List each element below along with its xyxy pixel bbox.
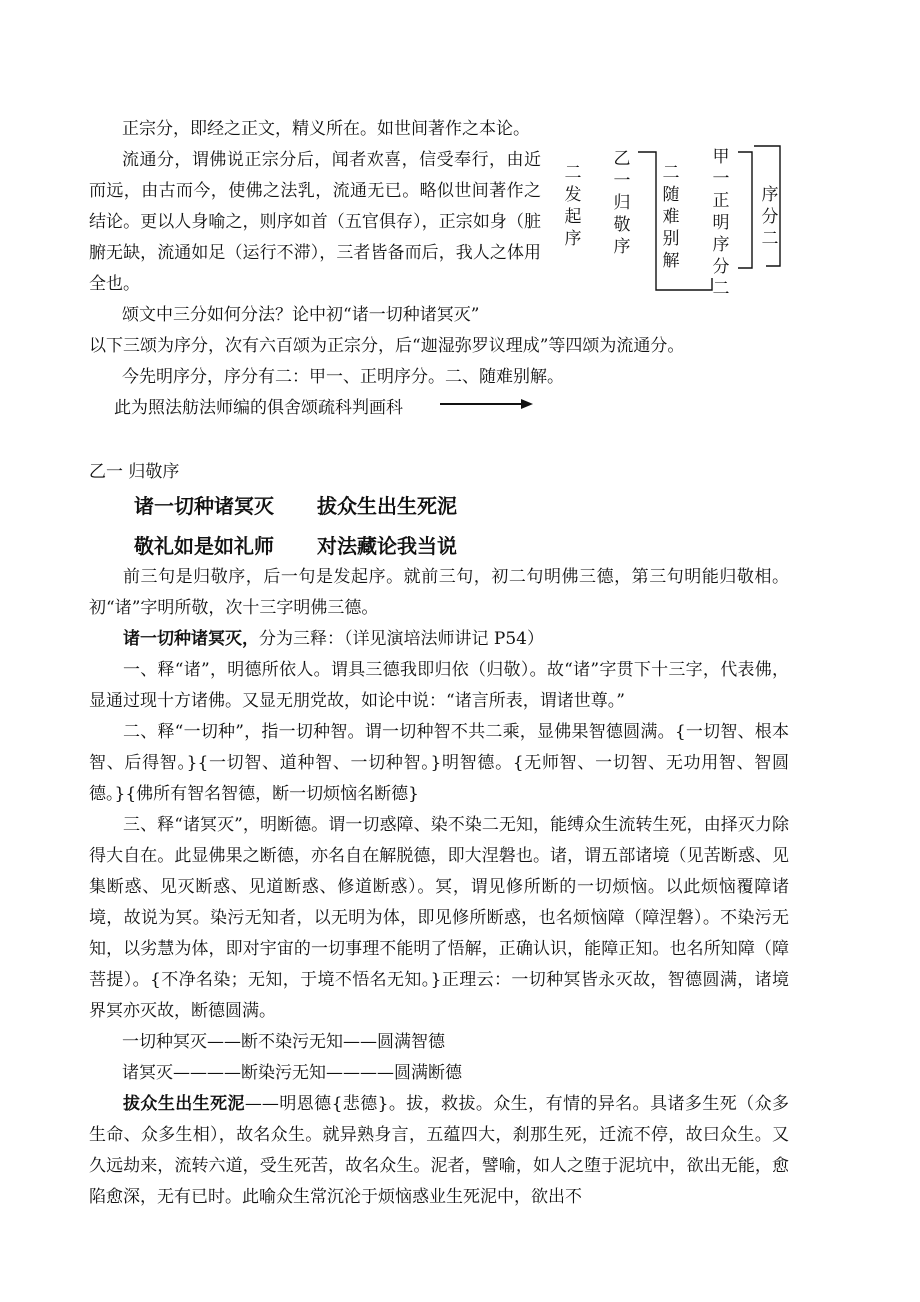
body-p1: 前三句是归敬序，后一句是发起序。就前三句，初二句明佛三德，第三句明能归敬相。初“诸”字明所敬，次十三字明佛三德。 [89,567,789,618]
intro-p3-line1: 颂文中三分如何分法？论中初“诸一切种诸冥灭” [122,305,480,325]
verse-line1-a: 诸一切种诸冥灭 [134,494,274,518]
body-p3: 一、释“诸”，明德所依人。谓具三德我即归依（归敬）。故“诸”字贯下十三字，代表佛，显通过现十方诸佛。又显无朋党故，如论中说：“诸言所表，谓诸世尊。” [89,660,789,711]
body-p4: 二、释“一切种”，指一切种智。谓一切种智不共二乘，显佛果智德圆满。{一切智、根本智、后得智。}{一切智、道种智、一切种智。}明智德。{无师智、一切智、无功用智、智圆德。}{佛所有智名智德，断一切烦恼名断德} [89,722,789,804]
body-p5: 三、释“诸冥灭”，明断德。谓一切惑障、染不染二无知，能缚众生流转生死，由择灭力除得大自在。此显佛果之断德，亦名自在解脱德，即大涅磐也。诸，谓五部诸境（见苦断惑、见集断惑、见灭断惑、见道断惑、修道断惑）。冥，谓见修所断的一切烦恼。以此烦恼覆障诸境，故说为冥。染污无知者，以无明为体，即见修所断惑，也名烦恼障（障涅磐）。不染污无知，以劣慧为体，即对宇宙的一切事理不能明了悟解，正确认识，能障正知。也名所知障（障菩提）。{不净名染；无知，于境不悟名无知。}正理云：一切种冥皆永灭故，智德圆满，诸境界冥亦灭故，断德圆满。 [89,815,789,1021]
intro-p1: 正宗分，即经之正文，精义所在。如世间著作之本论。 [122,119,530,139]
intro-p4: 今先明序分，序分有二：甲一、正明序分。二、随难别解。 [122,367,564,387]
verse-line2-a: 敬礼如是如礼师 [134,534,274,558]
outline-col-zhengming: 甲一正明序分二 [712,147,730,299]
verse-line1-b: 拔众生出生死泥 [317,494,457,518]
chart-note: 此为照法舫法师编的俱舍颂疏科判画科 [114,398,403,418]
intro-p2: 流通分，谓佛说正宗分后，闻者欢喜，信受奉行，由近而远，由古而今，使佛之法乳，流通无已。略似世间著作之结论。更以人身喻之，则序如首（五官俱存），正宗如身（脏腑无缺，流通如足（运行不滞），三者皆备而后，我人之体用全也。 [89,150,541,294]
body-p6: 拔众生出生死泥——明恩德{悲德}。拔，救拔。众生，有情的异名。具诸多生死（众多生命、众多生相），故名众生。就异熟身言，五蕴四大，刹那生死，迁流不停，故曰众生。又久远劫来，流转六道，受生死苦，故名众生。泥者，譬喻，如人之堕于泥坑中，欲出无能，愈陷愈深，无有已时。此喻众生常沉沦于烦恼惑业生死泥中，欲出不 [89,1094,789,1207]
section-title: 乙一 归敬序 [89,462,180,482]
outline-col-faqi: 二发起序 [564,163,582,249]
intro-p3-line2: 以下三颂为序分，次有六百颂为正宗分，后“迦湿弥罗议理成”等四颂为流通分。 [89,336,685,356]
term-zhuyiqie: 诸一切种诸冥灭， [123,629,259,649]
outline-col-guijing: 乙一归敬序 [613,149,631,257]
body-line2: 诸冥灭————断染污无知————圆满断德 [122,1063,462,1083]
term-bazhongsheng: 拔众生出生死泥 [123,1094,245,1114]
body-p2: 诸一切种诸冥灭，分为三释：（详见演培法师讲记 P54） [123,629,544,649]
outline-col-suinan: 二随难别解 [662,163,680,271]
verse-line2-b: 对法藏论我当说 [317,534,457,558]
outline-col-xufen: 序分二 [761,185,779,249]
body-line1: 一切种冥灭——断不染污无知——圆满智德 [122,1032,445,1052]
